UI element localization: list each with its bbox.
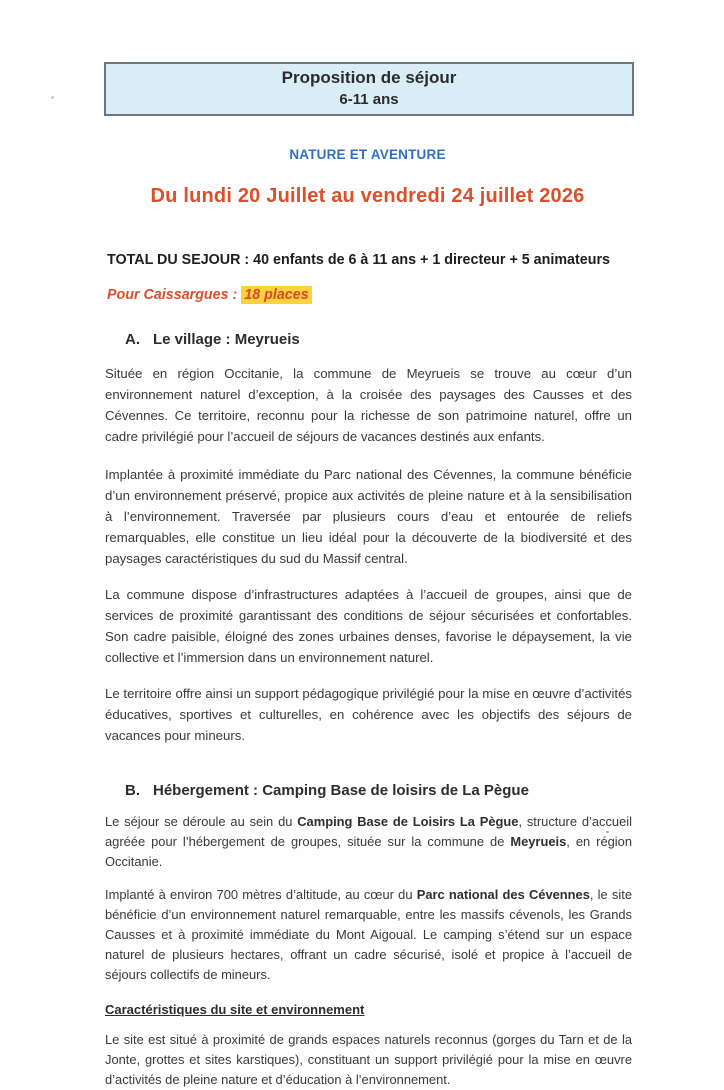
date-range-heading: Du lundi 20 Juillet au vendredi 24 juillet 2026: [150, 185, 585, 207]
commune-name-bold: Meyrueis: [510, 834, 567, 849]
scan-speck: [51, 96, 54, 99]
camping-name-bold: Camping Base de Loisirs La Pègue: [297, 814, 519, 829]
parc-name-bold: Parc national des Cévennes: [416, 887, 590, 902]
caissargues-line: [107, 287, 630, 303]
section-b-para-2: [105, 885, 632, 985]
section-b-label: B.: [125, 782, 140, 799]
section-a-label: A.: [125, 331, 140, 348]
text-run: , le site bénéficie d’un environnement naturel remarquable, entre les massifs cévenols, les Grands Causses et à proximité immédiate du Mont Aigoual. Le camping s’étend sur un espace naturel de plusieurs hectares, offrant un cadre sécurisé, isolé et propice à l’accueil de séjours collectifs de mineurs.: [105, 887, 632, 982]
site-characteristics-subheading: Caractéristiques du site et environnement: [105, 1002, 365, 1017]
theme-heading: NATURE ET AVENTURE: [289, 147, 446, 162]
section-b-para-3: Le site est situé à proximité de grands espaces naturels reconnus (gorges du Tarn et de la Jonte, grottes et sites karstiques), constituant un support privilégié pour la mise en œuvre d’activités de pleine nature et d’éducation à l’environnement.: [105, 1032, 632, 1087]
text-run: Le séjour se déroule au sein du: [105, 814, 298, 829]
text-run: , structure d’accueil agréée pour l’hébergement de groupes, située sur la commune de: [105, 814, 632, 849]
section-a-para-3: La commune dispose d’infrastructures adaptées à l’accueil de groupes, ainsi que de services de proximité garantissant des conditions de séjour sécurisées et confortables. Son cadre paisible, éloigné des zones urbaines denses, favorise le dépaysement, la vie collective et l’immersion dans un environnement naturel.: [105, 587, 632, 665]
section-b-para-1: [105, 812, 632, 872]
caissargues-label: Pour Caissargues :: [107, 287, 242, 303]
section-a-para-1: Située en région Occitanie, la commune de Meyrueis se trouve au cœur d’un environnement naturel d’exception, à la croisée des paysages des Causses et des Cévennes. Ce territoire, reconnu pour la richesse de son patrimoine naturel, offre un cadre privilégié pour l’accueil de séjours de vacances destinés aux enfants.: [105, 366, 632, 444]
title-box: [104, 62, 634, 116]
section-a-title: Le village : Meyrueis: [153, 331, 300, 348]
age-range: 6-11 ans: [339, 91, 399, 108]
section-b-heading: [125, 782, 630, 799]
document-title: Proposition de séjour: [281, 68, 457, 87]
document-page: [0, 62, 724, 1086]
section-a-para-2: Implantée à proximité immédiate du Parc national des Cévennes, la commune bénéficie d’un environnement préservé, propice aux activités de pleine nature et à la sensibilisation à l’environnement. Traversée par plusieurs cours d’eau et entourée de reliefs remarquables, elle constitue un lieu idéal pour la découverte de la biodiversité et des paysages caractéristiques du sud du Massif central.: [105, 467, 632, 566]
text-run: , en région Occitanie.: [105, 834, 632, 869]
section-a-para-4: Le territoire offre ainsi un support pédagogique privilégié pour la mise en œuvre d’activités éducatives, sportives et culturelles, en cohérence avec les objectifs des séjours de vacances pour mineurs.: [105, 686, 632, 743]
section-b-title: Hébergement : Camping Base de loisirs de La Pègue: [153, 782, 529, 799]
scan-speck: [606, 831, 609, 833]
places-highlight: 18 places: [241, 286, 311, 304]
text-run: Implanté à environ 700 mètres d’altitude, au cœur du: [105, 887, 417, 902]
total-sejour-line: TOTAL DU SEJOUR : 40 enfants de 6 à 11 ans + 1 directeur + 5 animateurs: [107, 252, 610, 268]
section-a-heading: [125, 331, 630, 348]
